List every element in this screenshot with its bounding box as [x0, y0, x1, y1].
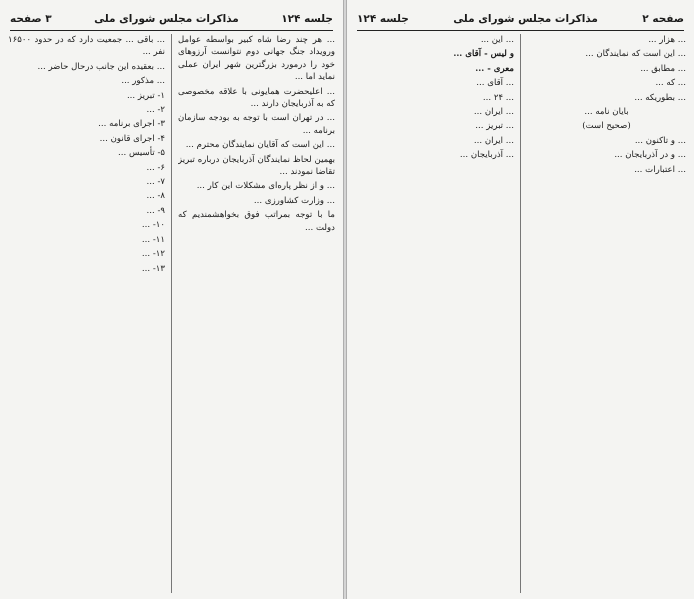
paragraph: ... مذکور ...: [121, 76, 165, 87]
paragraph: ... آقای ...: [476, 78, 514, 89]
paragraph: ... ایران ...: [473, 135, 514, 146]
list-item: ۱۱- ...: [141, 234, 165, 245]
paragraph: ... بطوریکه ...: [634, 92, 686, 103]
right-page-session-label: جلسه ۱۲۴: [357, 13, 409, 25]
column-divider: [171, 34, 172, 593]
list-item: ۲- ...: [146, 105, 165, 116]
left-page-left-column: [8, 34, 165, 593]
paragraph: ... این ...: [480, 35, 514, 45]
paragraph: ... بعقیده این جانب درحال حاضر ...: [37, 61, 165, 72]
list-item: ۱- تبریز ...: [126, 90, 165, 101]
list-item: ۵- تأسیس ...: [118, 148, 165, 159]
paragraph: ... وزارت کشاورزی ...: [253, 195, 335, 206]
left-page-columns: [8, 34, 335, 593]
right-page-number: صفحه ۲: [642, 13, 684, 25]
paragraph: ... در تهران است با توجه به بودجه سازمان برنامه ...: [178, 113, 335, 136]
interjection: (صحیح است): [582, 121, 631, 132]
column-divider: [520, 34, 521, 593]
left-page-header: [10, 8, 333, 31]
list-item: ۸- ...: [146, 191, 165, 202]
paragraph: ... اعتبارات ...: [634, 164, 686, 175]
paragraph: ... و تاکنون ...: [634, 135, 686, 146]
list-item: ۱۲- ...: [141, 249, 165, 260]
paragraph: ... هزار ...: [648, 35, 686, 45]
paragraph: ... این است که نمایندگان ...: [585, 49, 686, 60]
right-page: [347, 0, 694, 599]
left-page: [0, 0, 343, 599]
left-page-number: ۳ صفحه: [10, 13, 52, 25]
speaker-line: معری - ...: [475, 63, 514, 74]
subheading: بایان نامه ...: [584, 107, 629, 118]
list-item: ۳- اجرای برنامه ...: [98, 119, 165, 130]
right-page-title: مذاکرات مجلس شورای ملی: [453, 13, 598, 25]
paragraph: ... هر چند رضا شاه کبیر بواسطه عوامل ورویداد جنگ جهانی دوم نتوانست آرزوهای خود را درمورد بزرگترین شهر ایران عملی نماید اما ...: [178, 35, 335, 83]
right-page-header: [357, 8, 684, 31]
left-page-title: مذاکرات مجلس شورای ملی: [94, 13, 239, 25]
paragraph: ... و در آذربایجان ...: [614, 150, 686, 161]
paragraph: ... ایران ...: [473, 107, 514, 118]
right-page-columns: [355, 34, 686, 593]
list-item: ۱۰- ...: [141, 220, 165, 231]
right-page-left-column: [355, 34, 514, 593]
list-item: ۴- اجرای قانون ...: [99, 133, 165, 144]
paragraph: ما با توجه بمراتب فوق بخواهشمندیم که دولت ...: [178, 210, 335, 233]
paragraph: ... مطابق ...: [640, 63, 686, 74]
list-item: ۶- ...: [146, 162, 165, 173]
list-item: ۹- ...: [146, 205, 165, 216]
left-page-right-column: [178, 34, 335, 593]
paragraph: ... تبریز ...: [475, 121, 514, 132]
paragraph: ... که ...: [655, 78, 686, 89]
speaker-line: و لیس - آقای ...: [453, 49, 514, 60]
paragraph: بهمین لحاظ نمایندگان آذربایجان درباره تبریز تقاضا نمودند ...: [178, 154, 335, 178]
paragraph: ... آذربایجان ...: [459, 150, 514, 161]
list-item: ۷- ...: [146, 177, 165, 188]
paragraph: ... ۲۴ ...: [482, 92, 514, 103]
left-page-session-label: جلسه ۱۲۴: [281, 13, 333, 25]
paragraph: ... باقی ... جمعیت دارد که در حدود ۱۶۵۰۰ نفر ...: [8, 35, 165, 58]
paragraph: ... و از نظر پاره‌ای مشکلات این کار ...: [196, 181, 335, 192]
paragraph: ... این است که آقایان نمایندگان محترم ...: [185, 140, 335, 151]
list-item: ۱۳- ...: [141, 263, 165, 274]
paragraph: ... اعلیحضرت همایونی با علاقه مخصوصی که به آذربایجان دارند ...: [178, 86, 335, 110]
right-page-right-column: [527, 34, 686, 593]
